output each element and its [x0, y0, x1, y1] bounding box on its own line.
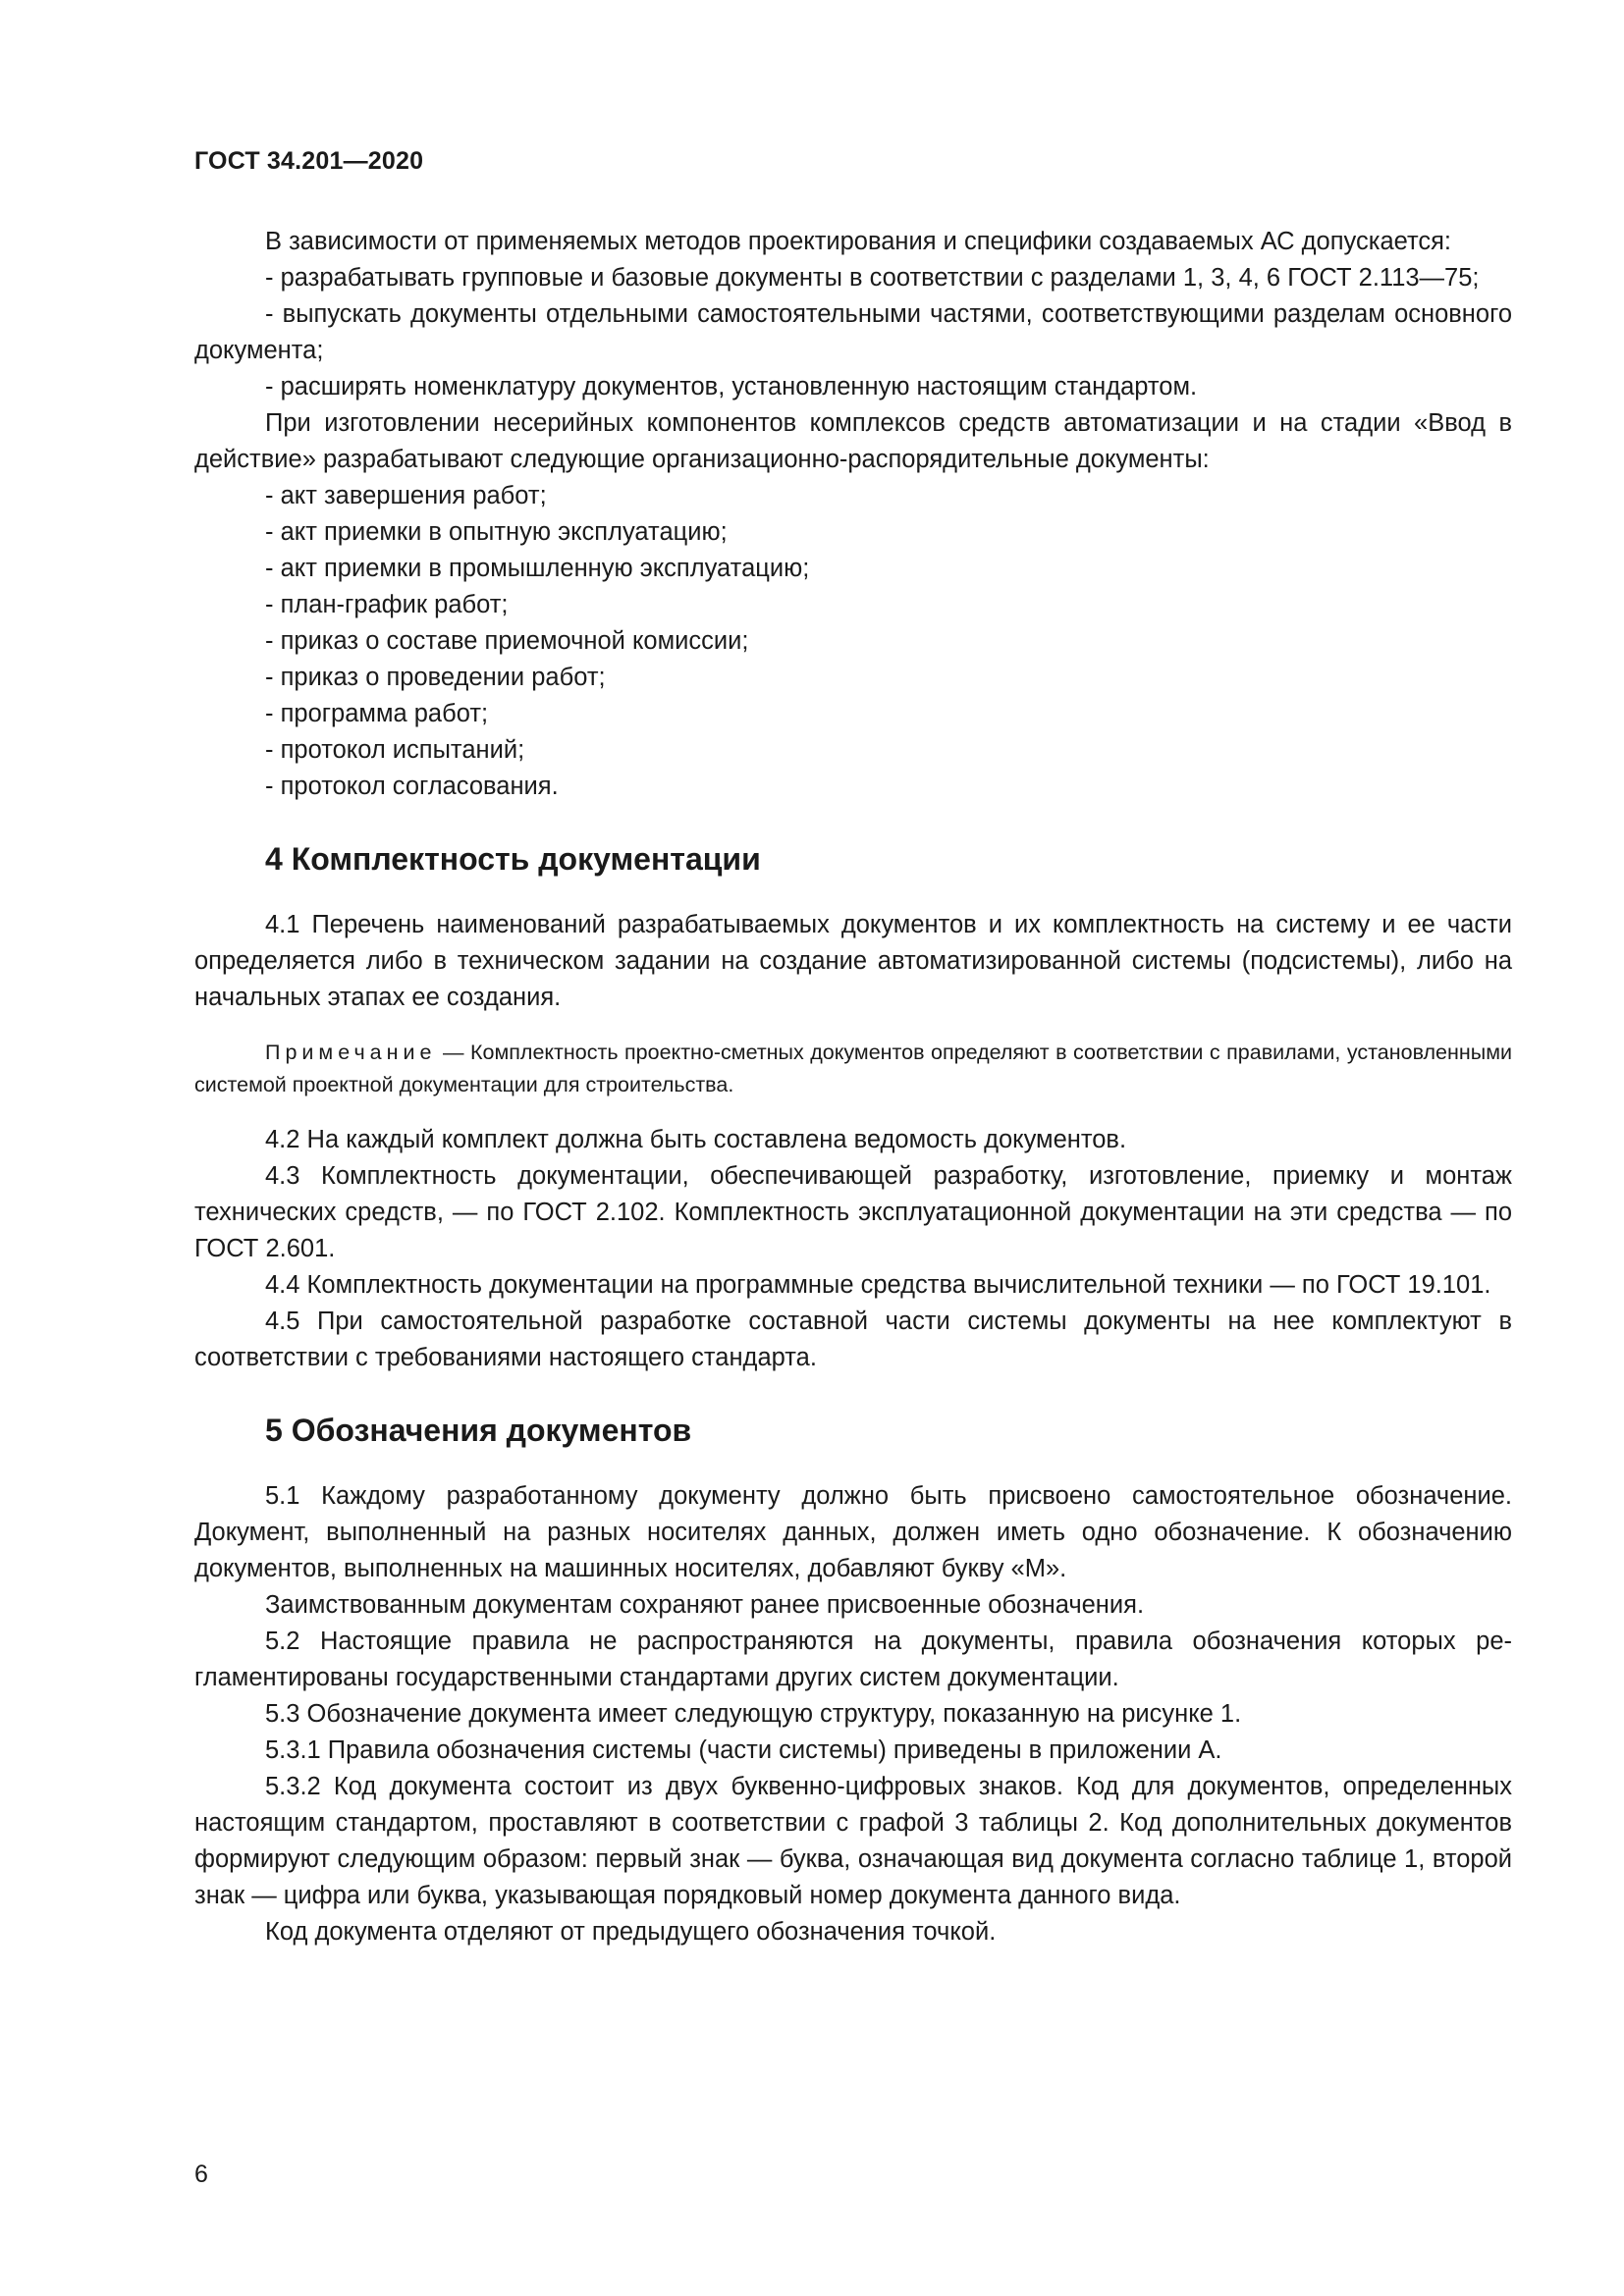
clause-5-2: 5.2 Настоящие правила не распространяются на документы, правила обозначения которых регламентированы государственными стандартами других систем документации.: [194, 1628, 1512, 1691]
doc-list-item: - протокол испытаний;: [265, 736, 525, 764]
intro-paragraph: В зависимости от применяемых методов проектирования и специфики создаваемых АС допускается:: [265, 228, 1452, 255]
intro-list-item: - разрабатывать групповые и базовые документы в соответствии с разделами 1, 3, 4, 6 ГОСТ 2.113—75;: [265, 264, 1480, 292]
doc-list-item: - программа работ;: [265, 700, 489, 727]
intro-list-item: - расширять номенклатуру документов, установленную настоящим стандартом.: [265, 373, 1198, 400]
doc-list-item: - приказ о составе приемочной комиссии;: [265, 627, 749, 655]
clause-5-1: 5.1 Каждому разработанному документу должно быть присвоено самостоятельное обозначение. Документ, выполненный на разных носителях данных, должен иметь одно обозначение. К обозначению документов, выполненных на машинных носителях, добавляют букву «М».: [194, 1482, 1512, 1582]
page-number: 6: [194, 2161, 208, 2188]
doc-list-item: - акт приемки в промышленную эксплуатацию;: [265, 555, 810, 582]
note-text: — Комплектность проектно-сметных документов определяют в соответствии с правилами, установленными системой проектной документации для строительства.: [194, 1041, 1512, 1096]
clause-4-1: 4.1 Перечень наименований разрабатываемых документов и их комплектность на систему и ее части определяется либо в техническом задании на создание автоматизированной системы (подсистемы), либо на начальных этапах ее создания.: [194, 911, 1512, 1011]
doc-list-item: - протокол согласования.: [265, 773, 559, 800]
clause-5-3: 5.3 Обозначение документа имеет следующую структуру, показанную на рисунке 1.: [265, 1700, 1242, 1728]
clause-4-4: 4.4 Комплектность документации на программные средства вычислительной техники — по ГОСТ 19.101.: [265, 1271, 1491, 1299]
doc-list-item: - акт завершения работ;: [265, 482, 547, 509]
intro-list-item: - выпускать документы отдельными самостоятельными частями, соответствующими разделам основного документа;: [194, 300, 1512, 364]
section-4-heading: 4 Комплектность документации: [265, 841, 761, 877]
doc-list-item: - план-график работ;: [265, 591, 509, 618]
note-label: Примечание: [265, 1041, 437, 1064]
clause-5-1-continuation: Заимствованным документам сохраняют ранее присвоенные обозначения.: [265, 1591, 1145, 1619]
doc-list-item: - акт приемки в опытную эксплуатацию;: [265, 518, 728, 546]
document-body: [194, 224, 1512, 1950]
doc-list-item: - приказ о проведении работ;: [265, 664, 606, 691]
page-header-standard-id: ГОСТ 34.201—2020: [194, 147, 424, 175]
intro-paragraph: При изготовлении несерийных компонентов комплексов средств автоматизации и на стадии «Ввод в действие» разрабатывают следующие организационно-распорядительные документы:: [194, 409, 1512, 473]
clause-4-5: 4.5 При самостоятельной разработке составной части системы документы на нее комплектуют в соответствии с требованиями настоящего стандарта.: [194, 1308, 1512, 1371]
section-5-heading: 5 Обозначения документов: [265, 1413, 692, 1448]
clause-4-2: 4.2 На каждый комплект должна быть составлена ведомость документов.: [265, 1126, 1127, 1153]
clause-5-3-2-continuation: Код документа отделяют от предыдущего обозначения точкой.: [265, 1918, 997, 1946]
clause-4-3: 4.3 Комплектность документации, обеспечивающей разработку, изготовление, приемку и монтаж технических средств, — по ГОСТ 2.102. Комплектность эксплуатационной документации на эти средства — по ГОСТ 2.601.: [194, 1162, 1512, 1262]
clause-5-3-2: 5.3.2 Код документа состоит из двух буквенно-цифровых знаков. Код для документов, определенных настоящим стандартом, проставляют в соответствии с графой 3 таблицы 2. Код дополнительных документов формируют следующим образом: первый знак — буква, означающая вид документа согласно таблице 1, второй знак — цифра или буква, указывающая порядковый номер документа данного вида.: [194, 1773, 1512, 1909]
clause-5-3-1: 5.3.1 Правила обозначения системы (части системы) приведены в приложении А.: [265, 1736, 1222, 1764]
note-block: [194, 1037, 1512, 1101]
